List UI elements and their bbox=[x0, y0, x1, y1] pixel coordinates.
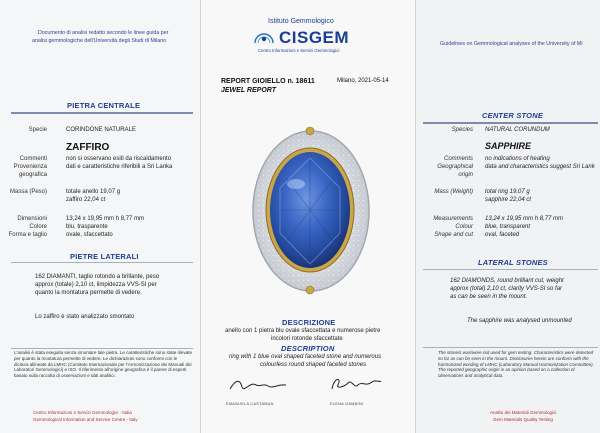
signature-gambini bbox=[328, 373, 383, 395]
footer-left-line-1: Centro Informazioni e Servizi Gemmologici - Italia bbox=[33, 410, 132, 415]
divider bbox=[423, 347, 598, 348]
commenti-value: non si osservano esiti da riscaldamento bbox=[66, 156, 172, 162]
mass-value-1: total ring 19,07 g bbox=[485, 189, 530, 195]
footer-right-line-2: Gem Materials Quality Testing bbox=[493, 417, 553, 422]
lateral-stones-note: The sapphire was analysed unmounted bbox=[467, 318, 572, 324]
report-place-date: Milano, 2021-05-14 bbox=[337, 78, 389, 84]
lateral-stones-line-2: approx (total) 2,10 ct, clarity VVS-SI so far bbox=[450, 286, 563, 292]
forma-value: ovale, sfaccettato bbox=[66, 232, 113, 238]
lateral-stones-title: LATERAL STONES bbox=[478, 258, 548, 267]
center-stone-title: PIETRA CENTRALE bbox=[67, 101, 141, 110]
colour-value: blue, transparent bbox=[485, 224, 531, 230]
dimensioni-value: 13,24 x 19,95 mm h 8,77 mm bbox=[66, 216, 145, 222]
cisgem-logo-icon bbox=[253, 29, 275, 45]
signature-castaman bbox=[228, 375, 288, 395]
side-stones-title: PIETRE LATERALI bbox=[70, 252, 139, 261]
forma-label: Forma e taglio bbox=[8, 232, 47, 238]
shape-value: oval, faceted bbox=[485, 232, 520, 238]
fold-line bbox=[200, 0, 201, 433]
signature-name-1: EMANUELA CASTAMAN bbox=[226, 402, 274, 406]
specie-value: CORINDONE NATURALE bbox=[66, 127, 136, 133]
description-it-line-2: incolori rotonde sfaccettate bbox=[271, 336, 343, 342]
side-stones-note: Lo zaffiro è stato analizzato smontato bbox=[35, 314, 135, 320]
report-title: REPORT GIOIELLO n. 18611 bbox=[221, 78, 315, 85]
left-header-line-2: analisi gemmologiche dell'Università degli Studi di Milano bbox=[32, 38, 167, 44]
origin-label-1: Geographical bbox=[437, 164, 473, 170]
origin-value: data and characteristics suggest Sri Lank bbox=[485, 164, 595, 170]
description-en-line-1: ring with 1 blue oval shaped faceted stone and numerous bbox=[229, 354, 382, 360]
fold-line bbox=[415, 0, 416, 433]
mass-value-2: sapphire 22,04 ct bbox=[485, 197, 532, 203]
colour-label: Colour bbox=[455, 224, 473, 230]
description-en-line-2: colourless round shaped faceted stones bbox=[260, 362, 367, 368]
divider bbox=[423, 269, 598, 270]
massa-value-1: totale anello 19,07 g bbox=[66, 189, 121, 195]
lateral-stones-line-1: 162 DIAMONDS, round brilliant cut, weight bbox=[450, 278, 564, 284]
brand-name: CISGEM bbox=[279, 28, 350, 47]
institute-label: Istituto Gemmologico bbox=[268, 18, 334, 25]
right-header-line: Guidelines on Gemmological analyses of the University of Mi bbox=[440, 41, 583, 47]
report-subtitle: JEWEL REPORT bbox=[221, 87, 276, 94]
ring-photo bbox=[246, 118, 376, 301]
divider bbox=[11, 112, 193, 114]
footer-left-line-2: Gemmological Information and Service Centre - Italy bbox=[33, 417, 138, 422]
notes-english: The stone/s was/were not used for gem testing. Characteristics were detected so far as can be seen in the mount. Disclosures herein are conform with the harmonized wording of LMHC (Laboratory Manual Harmonization Committee). The reported geographic origin is an opinion based on a collection of observations and analytical data. bbox=[438, 350, 594, 379]
description-title-en: DESCRIPTION bbox=[281, 344, 335, 353]
geografica-label: geografica bbox=[18, 172, 47, 178]
side-stones-line-2: approx (totale) 2,10 ct, limpidezza VVS-SI per bbox=[35, 282, 157, 288]
comments-value: no indications of heating bbox=[485, 156, 550, 162]
origin-label-2: origin bbox=[458, 172, 473, 178]
species-value: NATURAL CORUNDUM bbox=[485, 127, 550, 133]
shape-label: Shape and cut bbox=[434, 232, 473, 238]
massa-label: Massa (Peso) bbox=[9, 189, 47, 195]
divider bbox=[11, 262, 193, 263]
provenienza-value: dati e caratteristiche riferibili a Sri Lanka bbox=[66, 164, 173, 170]
mass-label: Mass (Weight) bbox=[434, 189, 473, 195]
lateral-stones-line-3: as can be seen in the mount. bbox=[450, 294, 528, 300]
measurements-value: 13,24 x 19,95 mm h 8,77 mm bbox=[485, 216, 564, 222]
left-header-line-1: Documento di analisi redatto secondo le linee guida per bbox=[38, 30, 169, 36]
dimensioni-label: Dimensioni bbox=[17, 216, 47, 222]
comments-label: Comments bbox=[443, 156, 473, 162]
signature-name-2: ELENA GAMBINI bbox=[330, 402, 364, 406]
colore-label: Colore bbox=[29, 224, 47, 230]
notes-italian: L'analisi è stata eseguita senza smontare tale pietra. Le caratteristiche sono state rilevate per quanto la montatura permette di vedere. Le dichiarazioni sono conformi con le dicitura allineate da LMHC (Comitato Internazionale per l'Armonizzazione dei Manuali dei Laboratori Gemmologici) e ISO. Il riferimento all'origine geografica è il parere di esperti basato sulla raccolta di osservazioni e dati analitici. bbox=[14, 350, 192, 379]
provenienza-label: Provenienza bbox=[13, 164, 47, 170]
divider bbox=[423, 122, 598, 124]
side-stones-line-1: 162 DIAMANTI, taglio rotondo a brillante, peso bbox=[35, 274, 160, 280]
description-it-line-1: anello con 1 pietra blu ovale sfaccettata e numerose pietre bbox=[225, 328, 381, 334]
variety-value: ZAFFIRO bbox=[66, 142, 110, 153]
center-stone-title-en: CENTER STONE bbox=[482, 111, 544, 120]
species-label: Species bbox=[451, 127, 473, 133]
commenti-label: Commenti bbox=[19, 156, 47, 162]
footer-right-line-1: Analisi dei Materiali Gemmologici bbox=[490, 410, 557, 415]
variety-value-en: SAPPHIRE bbox=[485, 141, 532, 151]
specie-label: Specie bbox=[28, 127, 47, 133]
massa-value-2: zaffiro 22,04 ct bbox=[66, 197, 106, 203]
colore-value: blu, trasparente bbox=[66, 224, 108, 230]
side-stones-line-3: quanto la montatura permette di vedere. bbox=[35, 290, 142, 296]
divider bbox=[11, 348, 193, 349]
description-title-it: DESCRIZIONE bbox=[282, 318, 336, 327]
measurements-label: Measurements bbox=[433, 216, 473, 222]
brand-subtitle: Centro Informazioni e Servizi Gemmologici bbox=[258, 48, 340, 53]
